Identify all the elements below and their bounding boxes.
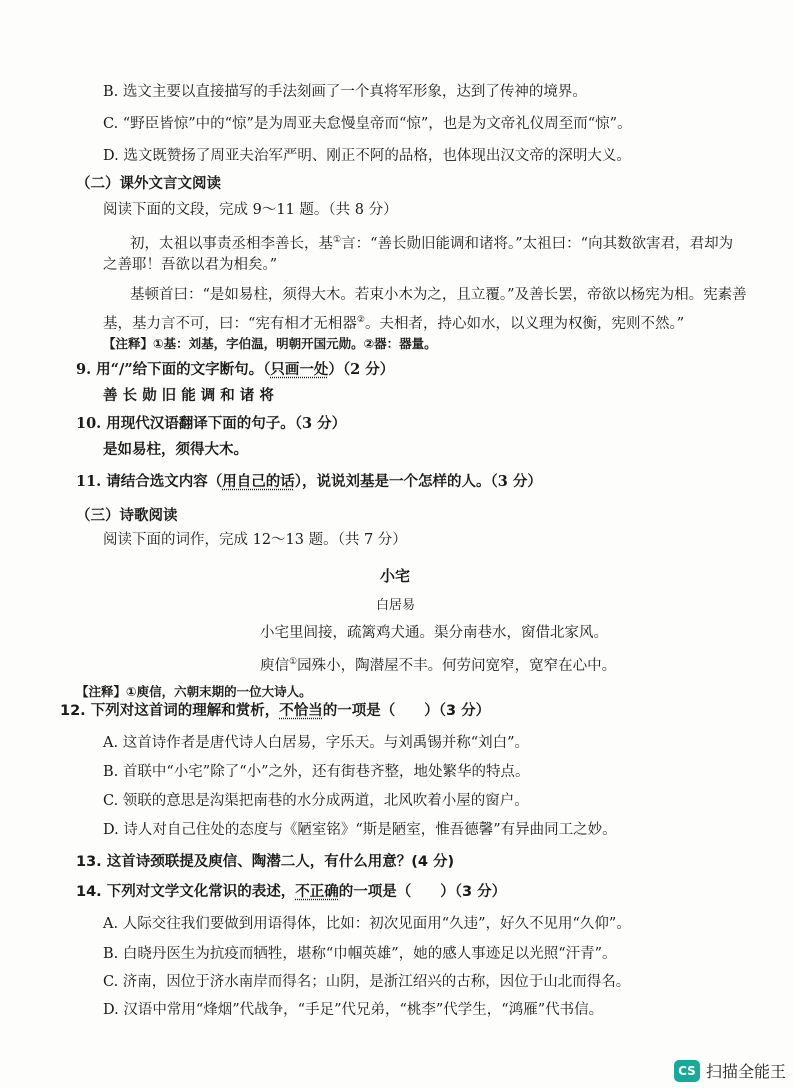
q12-option-d: D. 诗人对自己住处的态度与《陋室铭》“斯是陋室，惟吾德馨”有异曲同工之妙。	[103, 822, 617, 838]
passage-paragraph-1-line-2: 之善耶！吾欲以君为相矣。”	[103, 257, 278, 273]
poem-title: 小宅	[380, 567, 411, 585]
poem-text: 园殊小，陶潜屋不丰。何劳问宽窄，宽窄在心中。	[297, 657, 617, 674]
question-13: 13. 这首诗颈联提及庾信、陶潜二人，有什么用意？(4 分)	[76, 854, 455, 870]
question-10: 10. 用现代汉语翻译下面的句子。（3 分）	[76, 415, 347, 432]
question-text: 12. 下列对这首词的理解和赏析，	[60, 703, 280, 719]
poem-text: 庾信	[260, 657, 289, 674]
passage-text: 初，太祖以事责丞相李善长，基	[130, 235, 333, 252]
question-text: 的一项是（ ）（3 分）	[322, 703, 491, 719]
passage-paragraph-2-line-2	[103, 310, 684, 334]
q14-option-a: A. 人际交往我们要做到用语得体，比如：初次见面用“久违”，好久不见用“久仰”。	[103, 916, 631, 932]
q12-option-b: B. 首联中“小宅”除了“小”之外，还有街巷齐整，地处繁华的特点。	[103, 764, 530, 780]
q8-option-c: C. “野臣皆惊”中的“惊”是为周亚夫怠慢皇帝而“惊”，也是为文帝礼仪周至而“惊”。	[103, 116, 632, 132]
poem-line-2	[260, 652, 616, 676]
question-text: ），说说刘基是一个怎样的人。（3 分）	[294, 473, 542, 490]
scanner-watermark	[674, 1059, 786, 1082]
question-text: ）（2 分）	[328, 361, 395, 378]
poem-line-1: 小宅里闾接，疏篱鸡犬通。渠分南巷水，窗借北家风。	[260, 625, 608, 641]
passage-paragraph-1-line-1	[130, 230, 733, 254]
footnote-marker: ①	[333, 235, 342, 245]
emphasis-text: 不正确	[295, 884, 339, 900]
emphasis-text: 不恰当	[279, 703, 323, 719]
poem-note: 【注释】①庾信，六朝末期的一位大诗人。	[76, 684, 312, 699]
poem-author: 白居易	[376, 598, 416, 613]
question-text: 14. 下列对文学文化常识的表述，	[76, 884, 296, 900]
section-3-heading: （三）诗歌阅读	[76, 507, 178, 524]
question-9-text: 善 长 勋 旧 能 调 和 诸 将	[103, 387, 274, 404]
section-2-heading: （二）课外文言文阅读	[76, 175, 221, 192]
question-text: 的一项是（ ）（3 分）	[338, 884, 507, 900]
question-12	[60, 701, 490, 721]
section-3-instruction: 阅读下面的词作，完成 12～13 题。（共 7 分）	[103, 532, 407, 548]
emphasis-text: 用自己的话	[222, 473, 295, 490]
passage-note: 【注释】①基：刘基，字伯温，明朝开国元勋。②器：器量。	[103, 336, 437, 351]
question-text: 11. 请结合选文内容（	[76, 473, 223, 490]
question-11	[76, 472, 542, 492]
q14-option-b: B. 白晓丹医生为抗疫而牺牲，堪称“巾帼英雄”，她的感人事迹足以光照“汗青”。	[103, 946, 617, 962]
question-10-sentence: 是如易柱，须得大木。	[103, 441, 248, 458]
q12-option-c: C. 领联的意思是沟渠把南巷的水分成两道，北风吹着小屋的窗户。	[103, 793, 529, 809]
q12-option-a: A. 这首诗作者是唐代诗人白居易，字乐天。与刘禹锡并称“刘白”。	[103, 735, 530, 751]
q8-option-d: D. 选文既赞扬了周亚夫治军严明、刚正不阿的品格，也体现出汉文帝的深明大义。	[103, 148, 631, 164]
emphasis-text: 只画一处	[270, 361, 329, 378]
camscanner-logo-icon: CS	[674, 1060, 700, 1082]
passage-paragraph-2-line-1: 基顿首曰：“是如易柱，须得大木。若束小木为之，且立覆。”及善长罢，帝欲以杨宪为相。宪素善	[130, 287, 747, 303]
q14-option-c: C. 济南，因位于济水南岸而得名；山阴，是浙江绍兴的古称，因位于山北而得名。	[103, 974, 631, 990]
passage-text: 基，基力言不可，曰：“宪有相才无相器	[103, 315, 357, 332]
question-9	[76, 360, 394, 380]
q8-option-b: B. 选文主要以直接描写的手法刻画了一个真将军形象，达到了传神的境界。	[103, 84, 587, 100]
footnote-marker: ①	[289, 657, 298, 667]
scanner-app-name: 扫描全能王	[705, 1062, 786, 1081]
q14-option-d: D. 汉语中常用“烽烟”代战争，“手足”代兄弟，“桃李”代学生，“鸿雁”代书信。	[103, 1002, 604, 1018]
question-14	[76, 882, 506, 902]
footnote-marker: ②	[356, 315, 365, 325]
passage-text: 。夫相者，持心如水，以义理为权衡，宪则不然。”	[365, 315, 685, 332]
question-text: 9. 用“/”给下面的文字断句。（	[76, 361, 271, 378]
passage-text: 言：“善长勋旧能调和诸将。”太祖曰：“向其数欲害君，君却为	[341, 235, 734, 252]
section-2-instruction: 阅读下面的文段，完成 9～11 题。（共 8 分）	[103, 202, 398, 218]
